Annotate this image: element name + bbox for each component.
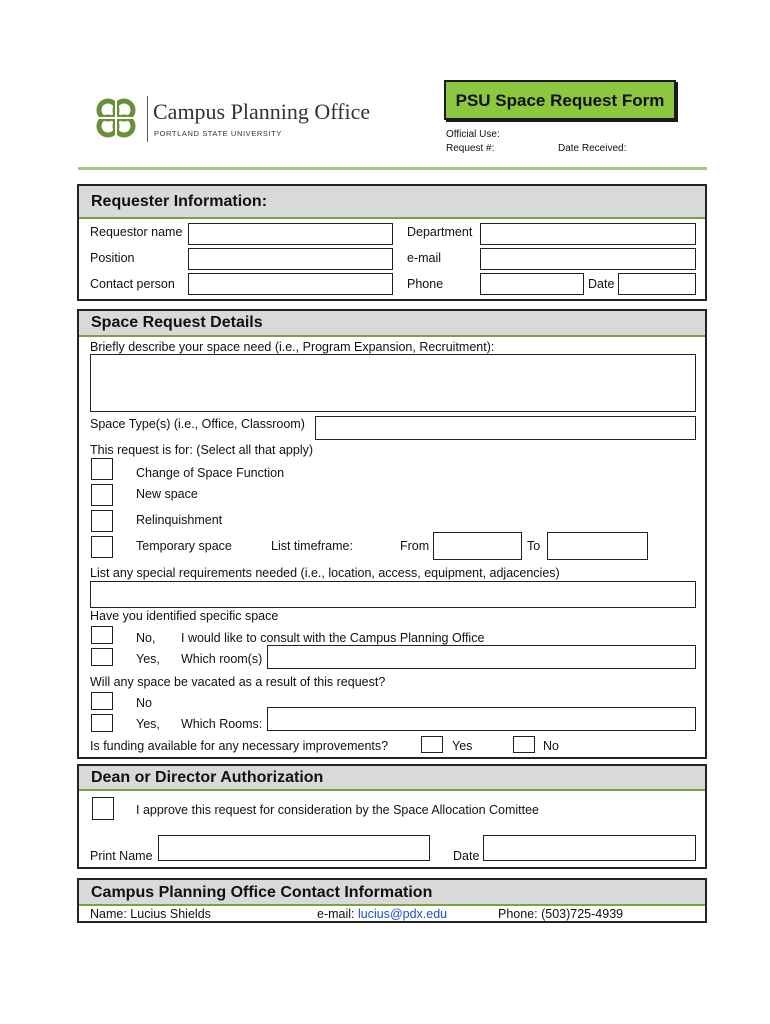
funding-no-label: No [543, 739, 559, 753]
contact-person-label: Contact person [90, 277, 175, 291]
campus-planning-logo [92, 94, 140, 142]
email-label: e-mail [407, 251, 442, 265]
new-space-label: New space [136, 487, 198, 501]
vacated-yes-checkbox[interactable] [91, 714, 113, 732]
logo-divider [147, 96, 148, 142]
temporary-space-label: Temporary space [136, 539, 232, 553]
requester-header [79, 186, 705, 219]
form-title: PSU Space Request Form [455, 91, 665, 110]
vacated-rooms-label: Which Rooms: [181, 717, 263, 731]
requester-title: Requester Information: [91, 193, 268, 210]
email-input[interactable] [480, 248, 696, 270]
new-space-checkbox[interactable] [91, 484, 113, 506]
form-title-badge [444, 80, 676, 120]
print-name-label: Print Name [90, 849, 153, 863]
from-input[interactable] [433, 532, 522, 560]
dean-title: Dean or Director Authorization [91, 769, 324, 786]
vacated-rooms-input[interactable] [267, 707, 696, 731]
contact-person-input[interactable] [188, 273, 393, 295]
vacated-no-checkbox[interactable] [91, 692, 113, 710]
dean-header [79, 766, 705, 791]
identified-yes-checkbox[interactable] [91, 648, 113, 666]
department-input[interactable] [480, 223, 696, 245]
funding-yes-label: Yes [452, 739, 473, 753]
describe-textarea[interactable] [90, 354, 696, 412]
space-header [79, 311, 705, 337]
contact-email-label: e-mail: [317, 907, 358, 921]
special-requirements-label: List any special requirements needed (i.e., location, access, equipment, adjacencies) [90, 566, 560, 580]
vacated-no-label: No [136, 696, 152, 710]
vacated-yes-label: Yes, [136, 717, 160, 731]
org-subtitle: PORTLAND STATE UNIVERSITY [154, 129, 282, 138]
contact-header [79, 880, 705, 906]
position-label: Position [90, 251, 135, 265]
change-function-label: Change of Space Function [136, 466, 285, 480]
to-label: To [527, 539, 541, 553]
identified-no-label: No, [136, 631, 156, 645]
position-input[interactable] [188, 248, 393, 270]
funding-yes-checkbox[interactable] [421, 736, 443, 753]
request-number-label: Request #: [446, 143, 495, 154]
contact-title: Campus Planning Office Contact Information [91, 884, 433, 901]
print-name-input[interactable] [158, 835, 430, 861]
date-input[interactable] [618, 273, 696, 295]
approve-label: I approve this request for consideration by the Space Allocation Comittee [136, 803, 540, 817]
identified-space-label: Have you identified specific space [90, 609, 279, 623]
contact-email-link[interactable]: lucius@pdx.edu [357, 907, 448, 921]
requestor-name-input[interactable] [188, 223, 393, 245]
date-received-label: Date Received: [558, 143, 627, 154]
official-use-label: Official Use: [446, 129, 500, 140]
requestor-name-label: Requestor name [90, 225, 183, 239]
department-label: Department [407, 225, 473, 239]
consult-label: I would like to consult with the Campus Planning Office [181, 631, 485, 645]
relinquishment-label: Relinquishment [136, 513, 223, 527]
which-rooms-label: Which room(s) [181, 652, 263, 666]
contact-email [317, 907, 447, 921]
which-rooms-input[interactable] [267, 645, 696, 669]
contact-name: Name: Lucius Shields [90, 907, 211, 921]
phone-label: Phone [407, 277, 444, 291]
special-requirements-input[interactable] [90, 581, 696, 608]
funding-no-checkbox[interactable] [513, 736, 535, 753]
temporary-space-checkbox[interactable] [91, 536, 113, 558]
to-input[interactable] [547, 532, 648, 560]
identified-no-checkbox[interactable] [91, 626, 113, 644]
psu-logo-icon [92, 94, 140, 142]
request-for-label: This request is for: (Select all that apply) [90, 443, 314, 457]
date-label: Date [588, 277, 615, 291]
change-function-checkbox[interactable] [91, 458, 113, 480]
dean-date-label: Date [453, 849, 480, 863]
timeframe-label: List timeframe: [271, 539, 353, 553]
funding-label: Is funding available for any necessary improvements? [90, 739, 389, 753]
vacated-label: Will any space be vacated as a result of this request? [90, 675, 386, 689]
from-label: From [400, 539, 430, 553]
approve-checkbox[interactable] [92, 797, 114, 820]
space-title: Space Request Details [91, 314, 263, 331]
contact-phone: Phone: (503)725-4939 [498, 907, 624, 921]
header-rule [78, 167, 707, 170]
relinquishment-checkbox[interactable] [91, 510, 113, 532]
describe-label: Briefly describe your space need (i.e., Program Expansion, Recruitment): [90, 340, 495, 354]
phone-input[interactable] [480, 273, 584, 295]
org-name: Campus Planning Office [153, 99, 371, 124]
dean-date-input[interactable] [483, 835, 696, 861]
space-types-label: Space Type(s) (i.e., Office, Classroom) [90, 417, 305, 431]
space-types-input[interactable] [315, 416, 696, 440]
identified-yes-label: Yes, [136, 652, 160, 666]
